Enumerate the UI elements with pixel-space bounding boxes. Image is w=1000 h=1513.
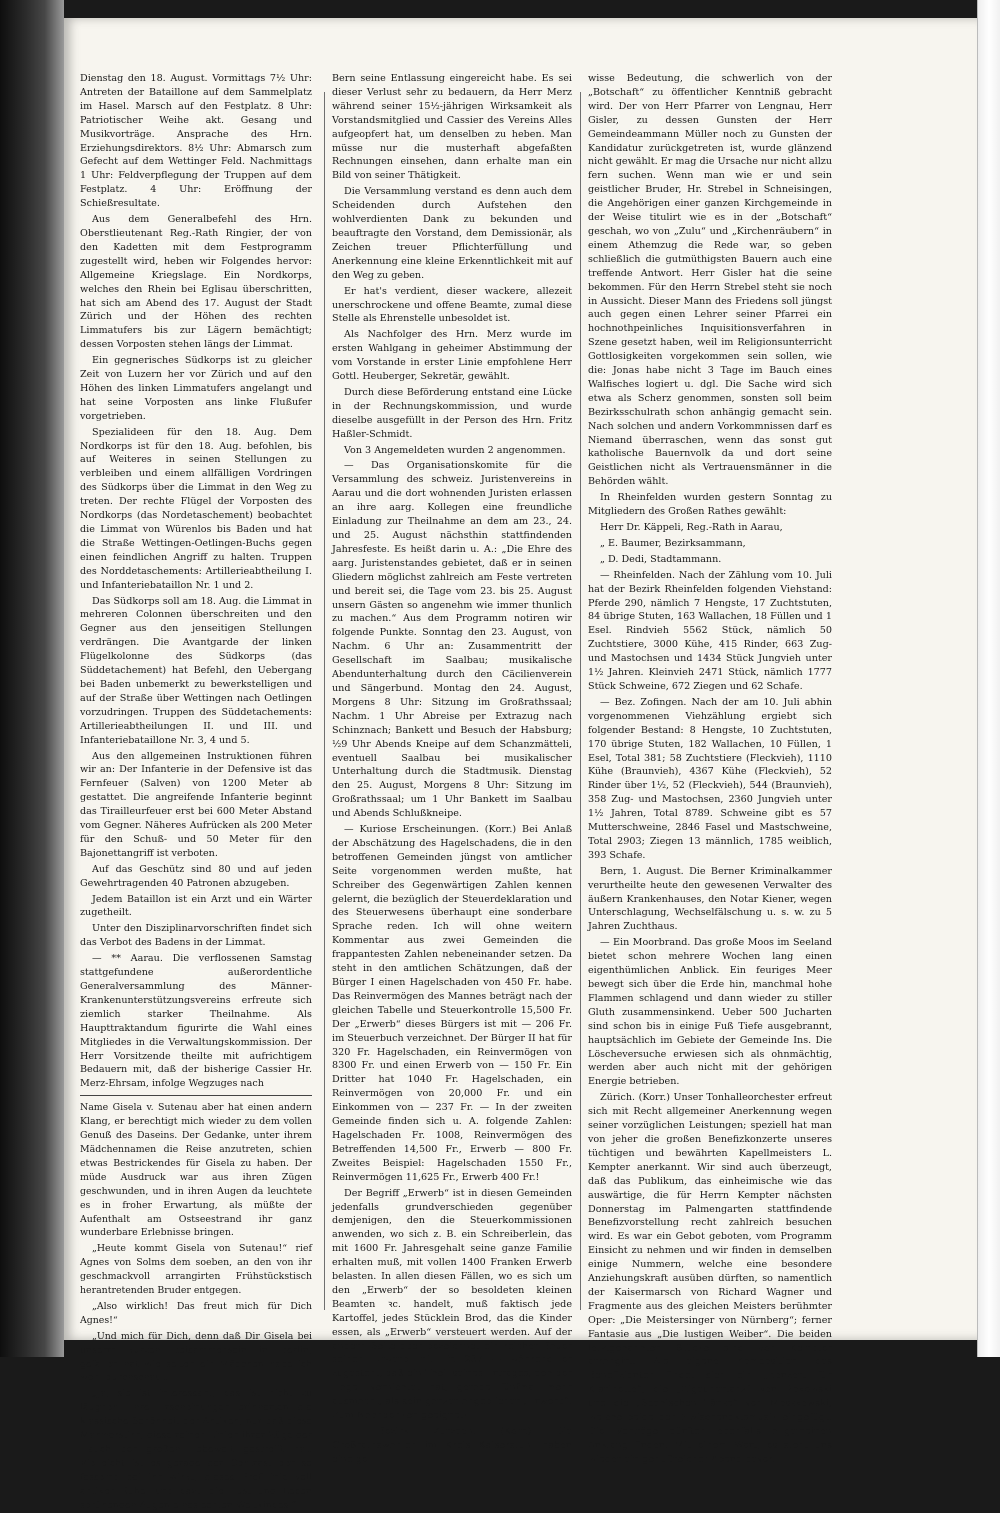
article-paragraph: Jedem Bataillon ist ein Arzt und ein Wärter zugetheilt.	[80, 893, 312, 919]
article-paragraph: — Rheinfelden. Nach der Zählung vom 10. Juli hat der Bezirk Rheinfelden folgenden Viehstand: Pferde 290, nämlich 7 Hengste, 17 Zuchtstuten, 84 übrige Stuten, 163 Wallachen, 18 Füllen und 1 Esel. Rindvieh 5562 Stück, nämlich 50 Zuchtstiere, 3000 Kühe, 415 Rinder, 663 Zug- und Mastochsen und 1434 Stück Jungvieh unter 1½ Jahren. Kleinvieh 2471 Stück, nämlich 1777 Stück Schweine, 672 Ziegen und 62 Schafe.	[588, 569, 832, 692]
article-paragraph: Aus dem Generalbefehl des Hrn. Oberstlieutenant Reg.-Rath Ringier, der von den Kadetten mit dem Festprogramm zugestellt wird, heben wir Folgendes hervor: Allgemeine Kriegslage. Ein Nordkorps, welches den Rhein bei Eglisau überschritten, hat sich am Abend des 17. August der Stadt Zürich und der Höhen des rechten Limmatufers bis zur Lägern bemächtigt; dessen Vorposten stehen längs der Limmat.	[80, 214, 312, 351]
feuilleton-section	[80, 1101, 312, 1512]
page-edge-right	[977, 0, 1000, 1357]
column-3	[588, 72, 832, 1465]
article-paragraph: — Das Organisationskomite für die Versammlung des schweiz. Juristenvereins in Aarau und die dort wohnenden Juristen erlassen an ihre aarg. Kollegen eine freundliche Einladung zur Theilnahme an dem am 23., 24. und 25. August nächsthin stattfindenden Jahresfeste. Es heißt darin u. A.: „Die Ehre des aarg. Juristenstandes gebietet, daß er in seinen Gliedern möglichst zahlreich am Feste vertreten und bereit sei, die Tage vom 23. bis 25. August unsern Gästen so angenehm wie immer thunlich zu machen.“ Aus dem Programm notiren wir folgende Punkte. Sonntag den 23. August, von Nachm. 6 Uhr an: Zusammentritt der Gesellschaft im Saalbau; musikalische Abendunterhaltung durch den Cäcilienverein und Sängerbund. Montag den 24. August, Morgens 8 Uhr: Sitzung im Großrathssaal; Nachm. 1 Uhr Abreise per Extrazug nach Schinznach; Bankett und Besuch der Habsburg; ½9 Uhr Abends Kneipe auf dem Schanzmätteli, eventuell Saalbau bei musikalischer Unterhaltung durch die Stadtmusik. Dienstag den 25. August, Morgens 8 Uhr: Sitzung im Großrathssaal; um 1 Uhr Bankett im Saalbau und Abends Schlußkneipe.	[332, 460, 572, 820]
column-2	[332, 72, 572, 1465]
feuilleton-paragraph: „Und mich für Dich, denn daß Dir Gisela bei unserm kurzen Beisammensein in Berlin, gefallen hat wie selten ein Mädchen habe ich wohl durchschaut.	[80, 1330, 312, 1384]
column-rule	[580, 92, 581, 1310]
article-paragraph: Unter den Disziplinarvorschriften findet sich das Verbot des Badens in der Limmat.	[80, 923, 312, 949]
article-paragraph: Die Versammlung verstand es denn auch dem Scheidenden durch Aufstehen den wohlverdienten Dank zu bekunden und beauftragte den Vorstand, dem Demissionär, als Zeichen treuer Pflichterfüllung und Anerkennung eine kleine Erkenntlichkeit mit auf den Weg zu geben.	[332, 186, 572, 281]
article-paragraph: In Rheinfelden wurden gestern Sonntag zu Mitgliedern des Großen Rathes gewählt:	[588, 492, 832, 518]
article-paragraph: — Kuriose Erscheinungen. (Korr.) Bei Anlaß der Abschätzung des Hagelschadens, die in den betroffenen Gemeinden jüngst von amtlicher Seite vorgenommen werden mußte, hat Schreiber des Gegenwärtigen Zahlen kennen gelernt, die bezüglich der Steuerdeklaration und des Steuerwesens überhaupt eine sonderbare Sprache reden. Ich will ohne weitern Kommentar aus zwei Gemeinden die frappantesten Zahlen nebeneinander setzen. Da steht in den amtlichen Schätzungen, daß der Bürger I einen Hagelschaden von 450 Fr. habe. Das Reinvermögen des Mannes beträgt nach der gleichen Tabelle und Steuerkontrolle 15,500 Fr. Der „Erwerb“ dieses Bürgers ist mit — 206 Fr. im Steuerbuch verzeichnet. Der Bürger II hat für 320 Fr. Hagelschaden, ein Reinvermögen von 8300 Fr. und einen Erwerb von — 150 Fr. Ein Dritter hat 1040 Fr. Hagelschaden, ein Reinvermögen von 20,000 Fr. und ein Einkommen von — 237 Fr. — In der zweiten Gemeinde finden sich u. A. folgende Zahlen: Hagelschaden Fr. 1008, Reinvermögen des Betreffenden 14,500 Fr., Erwerb — 800 Fr. Zweites Beispiel: Hagelschaden 1550 Fr., Reinvermögen 11,625 Fr., Erwerb 400 Fr.!	[332, 824, 572, 1183]
article-paragraph: Bern, 1. August. Die Berner Kriminalkammer verurtheilte heute den gewesenen Verwalter des äußern Krankenhauses, den Notar Kiener, wegen Unterschlagung, Wechselfälschung u. s. w. zu 5 Jahren Zuchthaus.	[588, 865, 832, 933]
feuilleton-paragraph: Name Gisela v. Sutenau aber hat einen andern Klang, er berechtigt mich wieder zu dem vollen Genuß des Daseins. Der Gedanke, unter ihrem Mädchennamen die Reise anzutreten, schien etwas Bestrickendes für Gisela zu haben. Der müde Ausdruck war aus ihren Zügen geschwunden, und in ihren Augen da leuchtete es in froher Erwartung, als müßte der Aufenthalt am Ostseestrand ihr ganz wunderbare Erlebnisse bringen.	[80, 1102, 312, 1239]
column-1	[80, 72, 312, 1511]
article-paragraph: Das Südkorps soll am 18. Aug. die Limmat in mehreren Colonnen überschreiten und den Gegner aus den jenseitigen Stellungen verdrängen. Die Avantgarde der linken Flügelkolonne des Südkorps (das Süddetachement) hat Befehl, den Uebergang bei Baden unbemerkt zu bewerkstelligen und auf der Straße über Wettingen nach Oetlingen vorzudringen. Truppen des Süddetachements: Artillerieabtheilungen II. und III. und Infanteriebataillone Nr. 3, 4 und 5.	[80, 595, 312, 746]
article-paragraph: Er hat's verdient, dieser wackere, allezeit unerschrockene und offene Beamte, zumal diese Stelle als Ehrenstelle unbesoldet ist.	[332, 285, 572, 325]
article-paragraph: Aus den allgemeinen Instruktionen führen wir an: Der Infanterie in der Defensive ist das Fernfeuer (Salven) von 1200 Meter ab gestattet. Die angreifende Infanterie beginnt das Tirailleurfeuer erst bei 600 Meter Abstand vom Gegner. Näheres Aufrücken als 200 Meter für den Schuß- und 50 Meter für den Bajonettangriff ist verboten.	[80, 750, 312, 859]
article-paragraph: Dienstag den 18. August. Vormittags 7½ Uhr: Antreten der Bataillone auf dem Sammelplatz im Hasel. Marsch auf den Festplatz. 8 Uhr: Patriotischer Weihe akt. Gesang und Musikvorträge. Ansprache des Hrn. Erziehungsdirektors. 8½ Uhr: Abmarsch zum Gefecht auf dem Wettinger Feld. Nachmittags 1 Uhr: Feldverpflegung der Truppen auf dem Festplatz. 4 Uhr: Eröffnung der Schießresultate.	[80, 73, 312, 210]
article-paragraph: wisse Bedeutung, die schwerlich von der „Botschaft“ zu öffentlicher Kenntniß gebracht wird. Der von Herr Pfarrer von Lengnau, Herr Gisler, zu dessen Gunsten der Herr Gemeindeammann Müller noch zu Gunsten der Kandidatur zurückgetreten ist, wurde glänzend nicht gewählt. Er mag die Ursache nur nicht allzu fern suchen. Wenn man wie er und sein geistlicher Bruder, Hr. Strebel in Schneisingen, die Angehörigen einer ganzen Kirchgemeinde in der Weise titulirt wie es in der „Botschaft“ geschah, wo von „Zulu“ und „Kirchenräubern“ in einem Athemzug die Rede war, so geben schließlich die gutmüthigsten Bauern auch eine treffende Antwort. Herr Gisler hat die seine bekommen. Für den Herrn Strebel steht sie noch in Aussicht. Dieser Mann des Friedens soll jüngst auch gegen einen Lehrer seiner Pfarrei ein hochnothpeinliches Inquisitionsverfahren in Szene gesetzt haben, weil im Religionsunterricht Gottlosigkeiten vorgekommen sein sollen, wie die: Jonas habe nicht 3 Tage im Bauch eines Walfisches logiert u. dgl. Die Sache wird sich etwa als Scherz genommen, sonsten soll beim Bezirksschulrath schon anhängig gemacht sein. Nach solchen und andern Vorkommnissen darf es Niemand überraschen, wenn das sonst gut katholische Bauernvolk da und dort seine Geistlichen nicht als Vertrauensmänner in die Behörden wählt.	[588, 73, 832, 488]
article-paragraph: Von 3 Angemeldeten wurden 2 angenommen.	[344, 444, 566, 456]
article-paragraph: Der Begriff „Erwerb“ ist in diesen Gemeinden jedenfalls grundverschieden gegenüber demjenigen, den die Steuerkommissionen anwenden, wo sich z. B. ein Schreiberlein, das mit 1600 Fr. Jahresgehalt seine ganze Familie erhalten muß, mit vollen 1400 Franken Erwerb belasten. In allen diesen Fällen, wo es sich um den „Erwerb“ der so besoldeten kleinen Beamten ꝛc. handelt, muß faktisch jede Kartoffel, jedes Stücklein Brod, das die Kinder essen, als „Erwerb“ versteuert werden. Auf der andern Seite aber bezeichnet ein reicher Bauer seinen Erwerb mit Fr. 237 — während er zugesteht, daß ein Theil seines Ertrages, den der Hagel vernichtet hat, gerade fünfmal mehr ausmacht, als sein ganzer angeblicher „Erwerb“. Zum Nachdenken geeignet!	[332, 1187, 572, 1422]
feuilleton-paragraph: „Heute kommt Gisela von Sutenau!“ rief Agnes von Solms dem soeben, an den von ihr geschmackvoll arrangirten Frühstückstisch herantretenden Bruder entgegen.	[80, 1243, 312, 1297]
article-paragraph: — ** Aarau. Die verflossenen Samstag stattgefundene außerordentliche Generalversammlung des Männer-Krankenunterstützungsvereins erfreute sich ziemlich starker Theilnahme. Als Haupttraktandum figurirte die Wahl eines Mitgliedes in die Verwaltungskommission. Der Herr Vorsitzende theilte mit aufrichtigem Bedauern mit, daß der bisherige Cassier Hr. Merz-Ehrsam, infolge Wegzuges nach	[80, 953, 312, 1090]
article-paragraph: Ein gegnerisches Südkorps ist zu gleicher Zeit von Luzern her vor Zürich und auf den Höhen des linken Limmatufers angelangt und hat seine Vorposten ans linke Flußufer vorgetrieben.	[80, 355, 312, 422]
article-paragraph: Spezialideen für den 18. Aug. Dem Nordkorps ist für den 18. Aug. befohlen, bis auf Weiteres in seinen Stellungen zu verbleiben und einem allfälligen Vordringen des Südkorps über die Limmat in den Weg zu treten. Der rechte Flügel der Vorposten des Nordkorps (das Nordetaschement) beobachtet die Limmat von Würenlos bis Baden und hat die Straße Wettingen-Oetlingen-Buchs gegen einen feindlichen Angriff zu halten. Truppen des Norddetaschements: Artillerieabtheilung I. und Infanteriebataillon Nr. 1 und 2.	[80, 426, 312, 591]
article-paragraph: Durch diese Beförderung entstand eine Lücke in der Rechnungskommission, und wurde dieselbe ausgefüllt in der Person des Hrn. Fritz Haßler-Schmidt.	[332, 386, 572, 440]
article-paragraph: — Ein Moorbrand. Das große Moos im Seeland bietet schon mehrere Wochen lang einen eigenthümlichen Anblick. Ein feuriges Meer bewegt sich über die Erde hin, manchmal hohe Flammen schlagend und dann wieder zu stiller Gluth zusammensinkend. Ueber 500 Jucharten sind schon bis in einige Fuß Tiefe ausgebrannt, hauptsächlich im Gebiete der Gemeinde Ins. Die Löscheversuche erwiesen sich als ohnmächtig, werden aber auch nicht mit der gehörigen Energie betrieben.	[588, 937, 832, 1088]
book-binding-edge	[0, 0, 64, 1357]
article-paragraph: — Bez. Zofingen. Nach der am 10. Juli abhin vorgenommenen Viehzählung ergiebt sich folgender Bestand: 8 Hengste, 10 Zuchtstuten, 170 übrige Stuten, 182 Wallachen, 10 Füllen, 1 Esel, Total 381; 58 Zuchtstiere (Fleckvieh), 1110 Kühe (Braunvieh), 4367 Kühe (Fleckvieh), 52 Rinder über 1½, 52 (Fleckvieh), 544 (Braunvieh), 358 Zug- und Mastochsen, 2360 Jungvieh unter 1½ Jahren, Total 8789. Schweine gibt es 57 Mutterschweine, 2846 Fasel und Mastschweine, Total 2903; Ziegen 13 männlich, 1785 weiblich, 393 Schafe.	[588, 696, 832, 861]
article-paragraph: Als Nachfolger des Hrn. Merz wurde im ersten Wahlgang in geheimer Abstimmung der vom Vorstande in erster Linie empfohlene Herr Gottl. Heuberger, Sekretär, gewählt.	[332, 329, 572, 383]
feuilleton-paragraph: „Ja, sie ist interessant, das ist nicht zu läugnen. Ihre Erscheinungen erinnerten die klassische Schönheit der Antiken, nur daß diese Marmorstirn, diese reinen Linien ihrer Züge der Hauch der großen Lebewelt gestreift hat. Vielleicht ist es gerade der Contrast der so fesselnd bei ihr wirkt, dieses Profillinie voll antiker Ruhe, und dazu die Lust und Leben sprühenden Augen eines echten Weltkindes.“	[80, 1388, 312, 1511]
feuilleton-divider	[80, 1095, 312, 1096]
election-result-line: „ D. Dedi, Stadtammann.	[600, 553, 722, 565]
article-paragraph: Zürich. (Korr.) Unser Tonhalleorchester erfreut sich mit Recht allgemeiner Anerkennung wegen seiner vorzüglichen Leistungen; speziell hat man von jeher die großen Benefizkonzerte unseres tüchtigen und bewährten Kapellmeisters L. Kempter anerkannt. Wir sind auch überzeugt, daß das Publikum, das einheimische wie das auswärtige, die für Herrn Kempter nächsten Donnerstag im Palmengarten stattfindende Benefizvorstellung recht zahlreich besuchen wird. Es war ein Gebot geboten, vom Programm Einsicht zu nehmen und wir finden in demselben einige Nummern, welche eine besondere Anziehungskraft ausüben dürften, so namentlich der Kaisermarsch von Richard Wagner und Fragmente aus des gleichen Meisters berühmter Oper: „Die Meistersinger von Nürnberg“; ferner Fantasie aus „Die lustigen Weiber“. Die beiden letztgenannten Stücke sind von Kempter arrangirt. Als eigene Komposition des Benefizianten findet sich ein „Konzert für Klarinette“; die „Zigeunertanz“ von Rokowski und die „Spanischen Tänze“ von Moszkowski, welche beide den Zwischenaktsmusik eingefügt. Die Vorträge dürften ebenfalls allgemeinen Anklang finden. Mit einem Wort, es steht uns wieder ein genußreicher Abend bevor.	[588, 1092, 832, 1465]
feuilleton-paragraph: „Also wirklich! Das freut mich für Dich Agnes!“	[80, 1300, 312, 1326]
election-result-line: Herr Dr. Käppeli, Reg.-Rath in Aarau,	[600, 522, 783, 533]
election-result-line: „ E. Baumer, Bezirksammann,	[600, 537, 746, 549]
column-rule	[324, 92, 325, 1310]
article-paragraph: Bern seine Entlassung eingereicht habe. Es sei dieser Verlust sehr zu bedauern, da Herr Merz während seiner 15½-jährigen Wirksamkeit als Vorstandsmitglied und Cassier des Vereins Alles aufgeopfert hat, um denselben zu heben. Man müsse nur die musterhaft abgefaßten Rechnungen einsehen, dann erhalte man ein Bild von seiner Thätigkeit.	[332, 73, 572, 182]
article-paragraph: Auf das Geschütz sind 80 und auf jeden Gewehrtragenden 40 Patronen abzugeben.	[80, 863, 312, 889]
article-paragraph: — Bezirk Zurzach. (Korr.) Die Großrathswahlen im Kreis Kaiserstuhl haben eine ge-	[332, 1426, 572, 1465]
